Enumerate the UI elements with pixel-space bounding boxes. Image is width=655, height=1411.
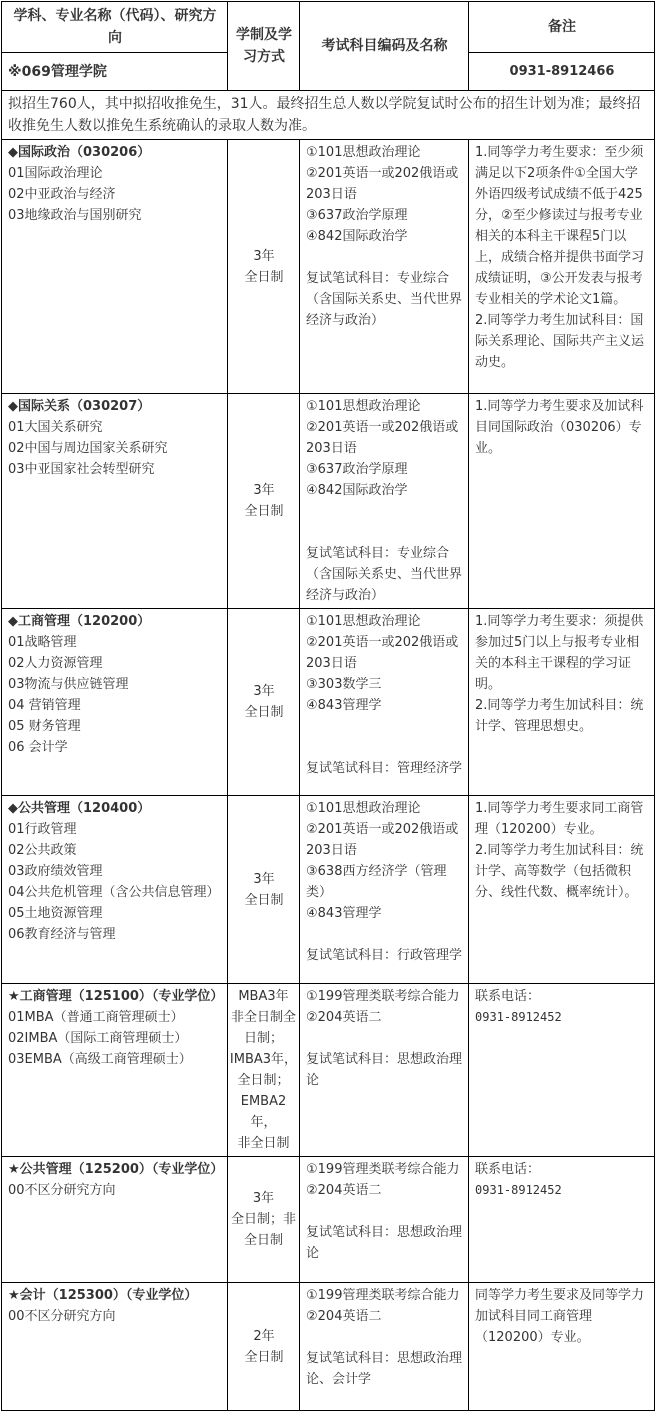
direction: 00不区分研究方向	[8, 1309, 116, 1324]
exam-subject: ①199管理类联考综合能力	[306, 989, 460, 1004]
college-name: ※069管理学院	[2, 53, 228, 91]
exam-cell	[300, 984, 469, 1157]
remark: 同等学力考生要求及同等学力加试科目同工商管理（120200）专业。	[475, 1288, 645, 1345]
table-row	[2, 394, 655, 609]
direction: 05 财务管理	[8, 719, 81, 734]
duration-years: 2年	[253, 1328, 275, 1344]
direction: 04公共危机管理（含公共信息管理）	[8, 885, 220, 900]
remarks-cell	[469, 609, 655, 796]
duration-years: 3年	[253, 684, 275, 699]
direction: 03政府绩效管理	[8, 864, 103, 879]
exam-cell	[300, 394, 469, 609]
retest-subject: 复试笔试科目：管理经济学	[306, 761, 463, 776]
duration-cell	[228, 796, 300, 984]
major-title: ★工商管理（125100）（专业学位）	[8, 989, 224, 1004]
exam-subject: ②201英语一或202俄语或203日语	[306, 166, 459, 202]
major-title: ◆国际政治（030206）	[8, 145, 151, 160]
study-mode: 全日制	[244, 892, 284, 908]
direction: 01大国关系研究	[8, 420, 103, 435]
remarks-cell	[469, 796, 655, 984]
exam-subject: ①101思想政治理论	[306, 614, 421, 629]
exam-cell	[300, 609, 469, 796]
major-cell	[2, 609, 228, 796]
header-remarks: 备注	[469, 2, 655, 53]
direction: 03EMBA（高级工商管理硕士）	[8, 1052, 192, 1067]
exam-subject: ①101思想政治理论	[306, 801, 421, 816]
remark-label: 联系电话：	[475, 1162, 541, 1177]
major-title: ◆公共管理（120400）	[8, 801, 151, 816]
remark: 2.同等学力考生加试科目：统计学、管理思想史。	[475, 698, 644, 734]
header-exam-subjects: 考试科目编码及名称	[300, 2, 469, 91]
college-phone: 0931-8912466	[469, 53, 655, 91]
exam-subject: ②204英语二	[306, 1010, 382, 1025]
duration-cell	[228, 984, 300, 1157]
retest-subject: 复试笔试科目：思想政治理论	[306, 1052, 463, 1088]
exam-subject: ③303数学三	[306, 677, 382, 692]
major-cell	[2, 140, 228, 394]
remarks-cell	[469, 394, 655, 609]
table-row	[2, 1157, 655, 1283]
study-mode: 全日制	[244, 705, 284, 720]
duration-years: 3年	[253, 483, 275, 498]
table-row	[2, 796, 655, 984]
exam-cell	[300, 1283, 469, 1411]
direction: 01战略管理	[8, 635, 77, 650]
remark: 2.同等学力考生加试科目：国际关系理论、国际共产主义运动史。	[475, 313, 645, 370]
study-mode: 全日制	[244, 269, 284, 285]
direction: 04 营销管理	[8, 698, 81, 713]
study-mode: 全日制；	[237, 1073, 290, 1088]
study-mode: 全日制	[244, 504, 284, 519]
exam-cell	[300, 140, 469, 394]
enrollment-note: 拟招生760人，其中拟招收推免生，31人。最终招生总人数以学院复试时公布的招生计划为准；最终招收推免生人数以推免生系统确认的录取人数为准。	[2, 91, 655, 140]
major-title: ★公共管理（125200）（专业学位）	[8, 1162, 224, 1177]
exam-subject: ①101思想政治理论	[306, 145, 421, 160]
remark: 1.同等学力考生要求：须提供参加过5门以上与报考专业相关的本科主干课程的学习证明。	[475, 614, 644, 692]
major-title: ◆国际关系（030207）	[8, 399, 151, 414]
duration-years: EMBA2年，	[240, 1094, 287, 1130]
study-mode: 非全日制全日制；	[230, 1010, 296, 1046]
exam-subject: ③638西方经济学（管理类）	[306, 864, 447, 900]
direction: 05土地资源管理	[8, 906, 103, 921]
direction: 01MBA（普通工商管理硕士）	[8, 1010, 184, 1025]
remark-label: 联系电话：	[475, 989, 541, 1004]
remarks-cell	[469, 984, 655, 1157]
duration-years: MBA3年	[238, 989, 289, 1004]
table-row	[2, 140, 655, 394]
duration-cell	[228, 140, 300, 394]
duration-years: IMBA3年，	[229, 1052, 298, 1067]
direction: 02人力资源管理	[8, 656, 103, 671]
remarks-cell	[469, 1283, 655, 1411]
remarks-cell	[469, 140, 655, 394]
direction: 01国际政治理论	[8, 166, 103, 181]
direction: 02公共政策	[8, 843, 77, 858]
study-mode: 非全日制	[237, 1136, 290, 1151]
exam-cell	[300, 796, 469, 984]
major-title: ◆工商管理（120200）	[8, 614, 151, 629]
major-cell	[2, 394, 228, 609]
duration-cell	[228, 1283, 300, 1411]
exam-subject: ④842国际政治学	[306, 483, 408, 498]
admissions-table	[1, 1, 655, 1411]
exam-subject: ③637政治学原理	[306, 208, 408, 223]
table-row	[2, 609, 655, 796]
direction: 03中亚国家社会转型研究	[8, 462, 155, 477]
duration-cell	[228, 609, 300, 796]
exam-subject: ②201英语一或202俄语或203日语	[306, 420, 459, 456]
retest-subject: 复试笔试科目：专业综合（含国际关系史、当代世界经济与政治）	[306, 271, 463, 328]
contact-phone: 0931-8912452	[475, 1183, 562, 1197]
table-row	[2, 1283, 655, 1411]
exam-subject: ③637政治学原理	[306, 462, 408, 477]
exam-subject: ①101思想政治理论	[306, 399, 421, 414]
duration-years: 3年	[253, 248, 275, 264]
duration-cell	[228, 1157, 300, 1283]
duration-cell	[228, 394, 300, 609]
direction: 02中国与周边国家关系研究	[8, 441, 168, 456]
header-major-name: 学科、专业名称（代码）、研究方向	[2, 2, 228, 53]
retest-subject: 复试笔试科目：行政管理学	[306, 948, 463, 963]
major-cell	[2, 1283, 228, 1411]
duration-years: 3年	[253, 871, 275, 887]
direction: 03地缘政治与国别研究	[8, 208, 142, 223]
remark: 2.同等学力考生加试科目：统计学、高等数学（包括微积分、线性代数、概率统计）。	[475, 843, 644, 900]
retest-subject: 复试笔试科目：专业综合（含国际关系史、当代世界经济与政治）	[306, 546, 463, 603]
exam-subject: ②204英语二	[306, 1309, 382, 1324]
exam-subject: ①199管理类联考综合能力	[306, 1288, 460, 1303]
remark: 1.同等学力考生要求：至少须满足以下2项条件①全国大学外语四级考试成绩不低于425分，②至少修读过与报考专业相关的本科主干课程5门以上，成绩合格并提供书面学习成绩证明，③公开发表与报考专业相关的学术论文1篇。	[475, 145, 645, 307]
major-cell	[2, 984, 228, 1157]
exam-subject: ②201英语一或202俄语或203日语	[306, 635, 459, 671]
retest-subject: 复试笔试科目：思想政治理论	[306, 1225, 463, 1261]
direction: 06教育经济与管理	[8, 927, 116, 942]
exam-subject: ④843管理学	[306, 906, 382, 921]
exam-subject: ④842国际政治学	[306, 229, 408, 244]
direction: 06 会计学	[8, 740, 68, 755]
remark: 1.同等学力考生要求同工商管理（120200）专业。	[475, 801, 644, 837]
remarks-cell	[469, 1157, 655, 1283]
major-title: ★会计（125300）（专业学位）	[8, 1288, 198, 1303]
major-cell	[2, 796, 228, 984]
header-duration: 学制及学习方式	[228, 2, 300, 91]
exam-subject: ④843管理学	[306, 698, 382, 713]
table-row	[2, 984, 655, 1157]
exam-subject: ②201英语一或202俄语或203日语	[306, 822, 459, 858]
direction: 02IMBA（国际工商管理硕士）	[8, 1031, 188, 1046]
duration-years: 3年	[252, 1191, 275, 1206]
exam-cell	[300, 1157, 469, 1283]
direction: 02中亚政治与经济	[8, 187, 116, 202]
exam-subject: ①199管理类联考综合能力	[306, 1162, 460, 1177]
direction: 00不区分研究方向	[8, 1183, 116, 1198]
contact-phone: 0931-8912452	[475, 1010, 562, 1024]
remark: 1.同等学力考生要求及加试科目同国际政治（030206）专业。	[475, 399, 644, 456]
exam-subject: ②204英语二	[306, 1183, 382, 1198]
retest-subject: 复试笔试科目：思想政治理论、会计学	[306, 1351, 463, 1387]
direction: 03物流与供应链管理	[8, 677, 129, 692]
study-mode: 全日制	[244, 1349, 284, 1365]
major-cell	[2, 1157, 228, 1283]
study-mode: 全日制；非全日制	[230, 1212, 296, 1248]
direction: 01行政管理	[8, 822, 77, 837]
